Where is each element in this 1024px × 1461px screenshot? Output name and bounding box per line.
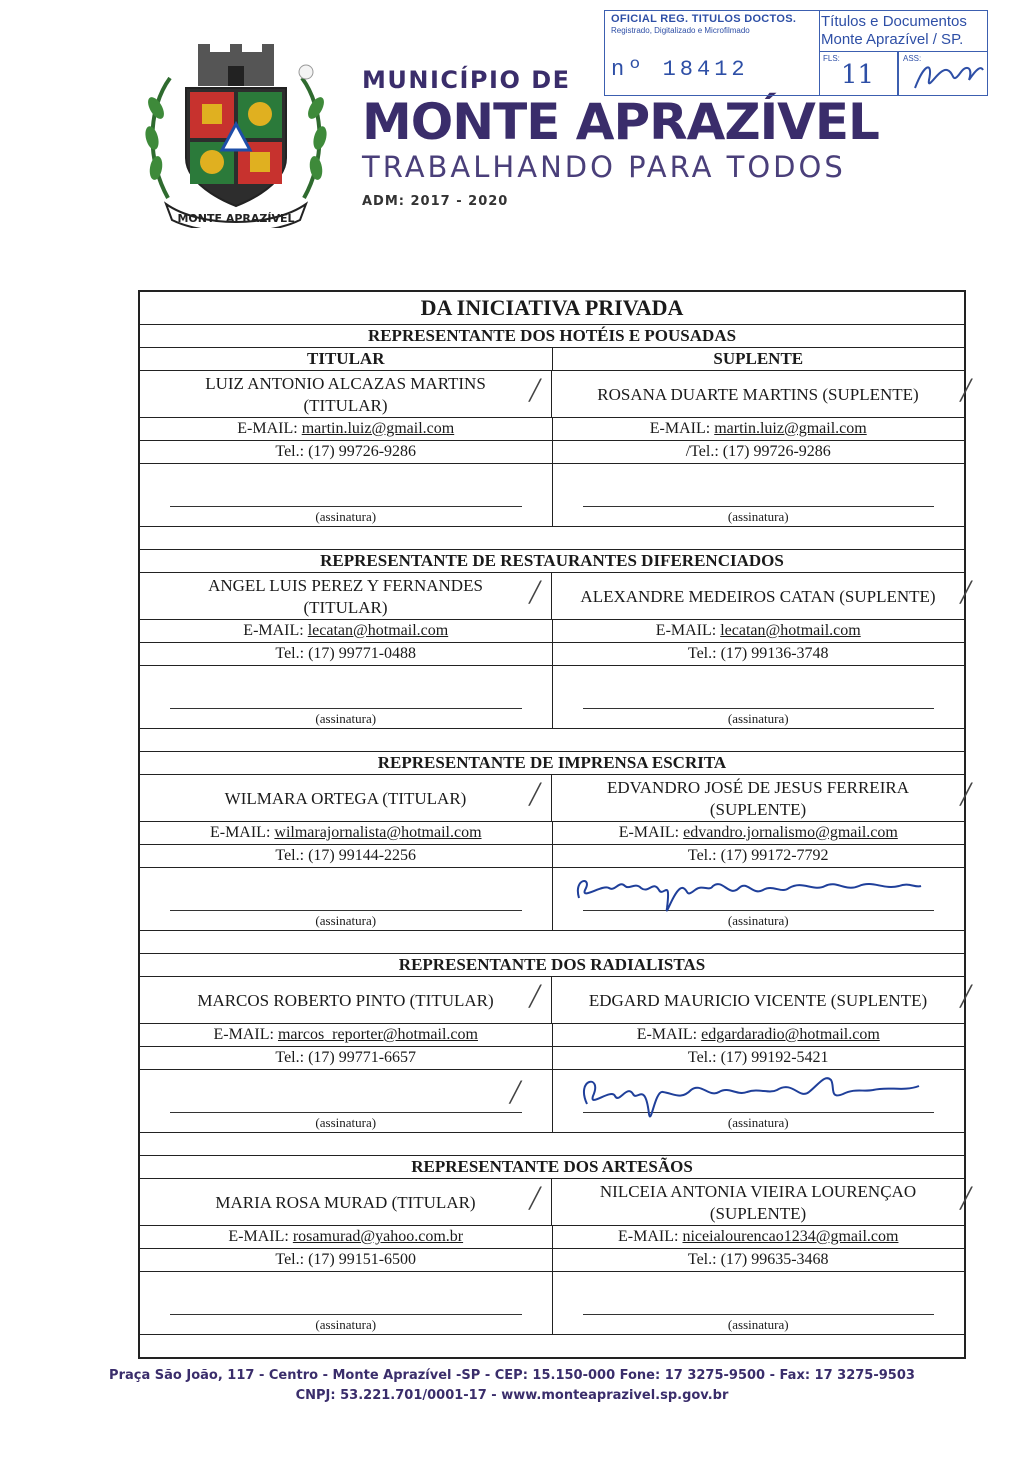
signature-row [140, 868, 964, 931]
name-row [140, 977, 972, 1024]
email-row [140, 1024, 964, 1047]
section-heading: REPRESENTANTE DOS ARTESÃOS [140, 1156, 964, 1179]
titular-phone: Tel.: (17) 99726-9286 [140, 441, 553, 463]
stamp-fls-label: FLS: [823, 54, 840, 63]
suplente-phone: Tel.: (17) 99192-5421 [687, 1049, 829, 1066]
titular-signature-field[interactable] [140, 1272, 553, 1334]
signature-line [170, 1112, 522, 1113]
phone-row [140, 1249, 964, 1272]
email-address: wilmarajornalista@hotmail.com [274, 824, 482, 841]
titular-signature-field[interactable] [140, 868, 553, 930]
signature-line [583, 506, 935, 507]
signature-line [583, 708, 935, 709]
stamp-left [605, 11, 820, 95]
spacer-row [140, 1335, 964, 1357]
suplente-signature-field[interactable] [553, 464, 965, 526]
crest-banner-text: MONTE APRAZÍVEL [177, 212, 295, 225]
section-heading: REPRESENTANTE DE IMPRENSA ESCRITA [140, 752, 964, 775]
email-row [140, 822, 964, 845]
check-mark-icon: ╱ [959, 984, 972, 1008]
email-address: niceialourencao1234@gmail.com [682, 1228, 899, 1245]
check-mark-icon: ╱ [959, 1186, 972, 1210]
name-row [140, 371, 972, 418]
titular-signature-field[interactable] [140, 1070, 553, 1132]
check-mark-icon: ╱ [528, 378, 541, 402]
titular-name: ANGEL LUIS PEREZ Y FERNANDES (TITULAR) [208, 575, 483, 617]
titular-name: MARCOS ROBERTO PINTO (TITULAR) [197, 990, 494, 1010]
signature-row [140, 1272, 964, 1335]
signature-row [140, 1070, 964, 1133]
email-address: martin.luiz@gmail.com [301, 420, 455, 437]
email-label: E-MAIL: [243, 622, 304, 639]
signature-label: (assinatura) [315, 509, 377, 524]
titular-email [140, 418, 553, 440]
check-mark-icon: ╱ [528, 984, 541, 1008]
email-row [140, 620, 964, 643]
suplente-name: ROSANA DUARTE MARTINS (SUPLENTE) [597, 384, 919, 404]
titular-name-cell [140, 775, 552, 821]
suplente-name-cell [552, 977, 972, 1023]
stamp-cells [819, 51, 987, 96]
spacer-row [140, 1133, 964, 1156]
suplente-phone: Tel.: (17) 99136-3748 [687, 645, 829, 662]
signature-label: (assinatura) [727, 711, 789, 726]
suplente-phone: Tel.: (17) 99172-7792 [687, 847, 829, 864]
logo-line-2: MONTE APRAZÍVEL [362, 93, 879, 151]
form-title: DA INICIATIVA PRIVADA [140, 292, 964, 325]
email-label: E-MAIL: [618, 824, 680, 841]
suplente-signature-field[interactable] [553, 868, 965, 930]
titular-email [140, 1226, 553, 1248]
suplente-phone: /Tel.: (17) 99726-9286 [685, 443, 831, 460]
email-row [140, 1226, 964, 1249]
phone-row [140, 441, 964, 464]
email-label: E-MAIL: [655, 622, 717, 639]
footer-cnpj: CNPJ: 53.221.701/0001-17 - www.monteaprazivel.sp.gov.br [295, 1388, 729, 1403]
logo-line-3: TRABALHANDO PARA TODOS [362, 150, 846, 184]
footer-address: Praça São João, 117 - Centro - Monte Aprazível -SP - CEP: 15.150-000 Fone: 17 3275-9500 - Fax: 17 3275-9503 [109, 1368, 915, 1383]
email-address: rosamurad@yahoo.com.br [292, 1228, 464, 1245]
stamp-subtitle: Registrado, Digitalizado e Microfilmado [611, 26, 750, 35]
stamp-number: nº 18412 [611, 57, 749, 82]
titular-signature-field[interactable] [140, 464, 553, 526]
signature-line [170, 506, 522, 507]
titular-phone: Tel.: (17) 99144-2256 [140, 845, 553, 867]
logo-line-4: ADM: 2017 - 2020 [362, 194, 509, 209]
municipal-crest-icon [140, 38, 332, 228]
signature-line [170, 708, 522, 709]
letterhead [0, 0, 1024, 260]
email-row [140, 418, 964, 441]
signature-label: (assinatura) [315, 711, 377, 726]
name-row [140, 775, 972, 822]
spacer-row [140, 527, 964, 550]
handwritten-signature-icon [563, 868, 943, 930]
titular-name: MARIA ROSA MURAD (TITULAR) [215, 1192, 476, 1212]
email-address: edgardaradio@hotmail.com [701, 1026, 880, 1043]
email-label: E-MAIL: [649, 420, 711, 437]
signature-label: (assinatura) [315, 1317, 377, 1332]
check-mark-icon: ╱ [528, 580, 541, 604]
email-address: lecatan@hotmail.com [720, 622, 861, 639]
signature-line [170, 910, 522, 911]
titular-email [140, 1024, 553, 1046]
suplente-phone: Tel.: (17) 99635-3468 [687, 1251, 829, 1268]
phone-row [140, 845, 964, 868]
suplente-signature-field[interactable] [553, 1272, 965, 1334]
signature-label: (assinatura) [727, 913, 789, 928]
email-label: E-MAIL: [213, 1026, 274, 1043]
stamp-office: Títulos e Documentos Monte Aprazível / SP. [821, 13, 967, 48]
logo-line-1: MUNICÍPIO DE [362, 66, 571, 94]
signature-label: (assinatura) [727, 1317, 789, 1332]
titular-name-cell [140, 573, 552, 619]
representatives-form [138, 290, 972, 1359]
titular-name-cell [140, 977, 552, 1023]
email-label: E-MAIL: [228, 1228, 289, 1245]
suplente-signature-field[interactable] [553, 666, 965, 728]
email-address: edvandro.jornalismo@gmail.com [683, 824, 898, 841]
signature-line [583, 1314, 935, 1315]
signature-label: (assinatura) [727, 1115, 789, 1130]
email-label: E-MAIL: [209, 824, 271, 841]
stamp-signature-icon [911, 58, 987, 96]
phone-row [140, 643, 964, 666]
suplente-name-cell [552, 775, 972, 821]
email-address: lecatan@hotmail.com [307, 622, 449, 639]
column-titular: TITULAR [140, 348, 553, 370]
spacer-row [140, 729, 964, 752]
check-mark-icon: ╱ [959, 580, 972, 604]
check-mark-icon: ╱ [959, 782, 972, 806]
titular-name: LUIZ ANTONIO ALCAZAS MARTINS (TITULAR) [205, 373, 486, 415]
email-label: E-MAIL: [237, 420, 298, 437]
name-row [140, 1179, 972, 1226]
suplente-name-cell [552, 573, 972, 619]
titular-email [140, 620, 553, 642]
column-suplente: SUPLENTE [713, 349, 804, 368]
suplente-email [553, 822, 965, 844]
name-row [140, 573, 972, 620]
section-heading: REPRESENTANTE DOS HOTÉIS E POUSADAS [140, 325, 964, 348]
titular-name-cell [140, 1179, 552, 1225]
spacer-row [140, 931, 964, 954]
section-heading: REPRESENTANTE DE RESTAURANTES DIFERENCIADOS [140, 550, 964, 573]
suplente-signature-field[interactable] [553, 1070, 965, 1132]
titular-phone: Tel.: (17) 99771-6657 [140, 1047, 553, 1069]
titular-signature-field[interactable] [140, 666, 553, 728]
check-mark-icon: ╱ [528, 782, 541, 806]
check-mark-icon: ╱ [509, 1080, 522, 1104]
titular-name-cell [140, 371, 552, 417]
check-mark-icon: ╱ [959, 378, 972, 402]
email-label: E-MAIL: [618, 1228, 679, 1245]
phone-row [140, 1047, 964, 1070]
registry-stamp [604, 10, 988, 96]
handwritten-signature-icon [563, 1070, 943, 1132]
section-heading: REPRESENTANTE DOS RADIALISTAS [140, 954, 964, 977]
signature-label: (assinatura) [727, 509, 789, 524]
footer [0, 1366, 1024, 1406]
titular-name: WILMARA ORTEGA (TITULAR) [224, 788, 467, 808]
email-address: marcos_reporter@hotmail.com [277, 1026, 478, 1043]
suplente-name: NILCEIA ANTONIA VIEIRA LOURENÇAO (SUPLENTE) [599, 1181, 917, 1223]
suplente-name: EDVANDRO JOSÉ DE JESUS FERREIRA (SUPLENTE) [607, 777, 909, 819]
signature-label: (assinatura) [315, 913, 377, 928]
suplente-email [553, 1024, 965, 1046]
email-label: E-MAIL: [636, 1026, 698, 1043]
signature-label: (assinatura) [315, 1115, 377, 1130]
column-headers [140, 348, 964, 371]
suplente-email [553, 418, 965, 440]
signature-row [140, 666, 964, 729]
check-mark-icon: ╱ [528, 1186, 541, 1210]
signature-line [170, 1314, 522, 1315]
titular-phone: Tel.: (17) 99151-6500 [140, 1249, 553, 1271]
suplente-name-cell [552, 371, 972, 417]
suplente-email [553, 1226, 965, 1248]
stamp-title: OFICIAL REG. TITULOS DOCTOS. [611, 13, 797, 25]
titular-phone: Tel.: (17) 99771-0488 [140, 643, 553, 665]
suplente-email [553, 620, 965, 642]
stamp-ass-label: ASS: [903, 54, 922, 63]
signature-row [140, 464, 964, 527]
suplente-name: ALEXANDRE MEDEIROS CATAN (SUPLENTE) [580, 586, 936, 606]
titular-email [140, 822, 553, 844]
suplente-name: EDGARD MAURICIO VICENTE (SUPLENTE) [588, 990, 928, 1010]
suplente-name-cell [552, 1179, 972, 1225]
email-address: martin.luiz@gmail.com [714, 420, 867, 437]
stamp-fls-value: 11 [841, 60, 875, 90]
